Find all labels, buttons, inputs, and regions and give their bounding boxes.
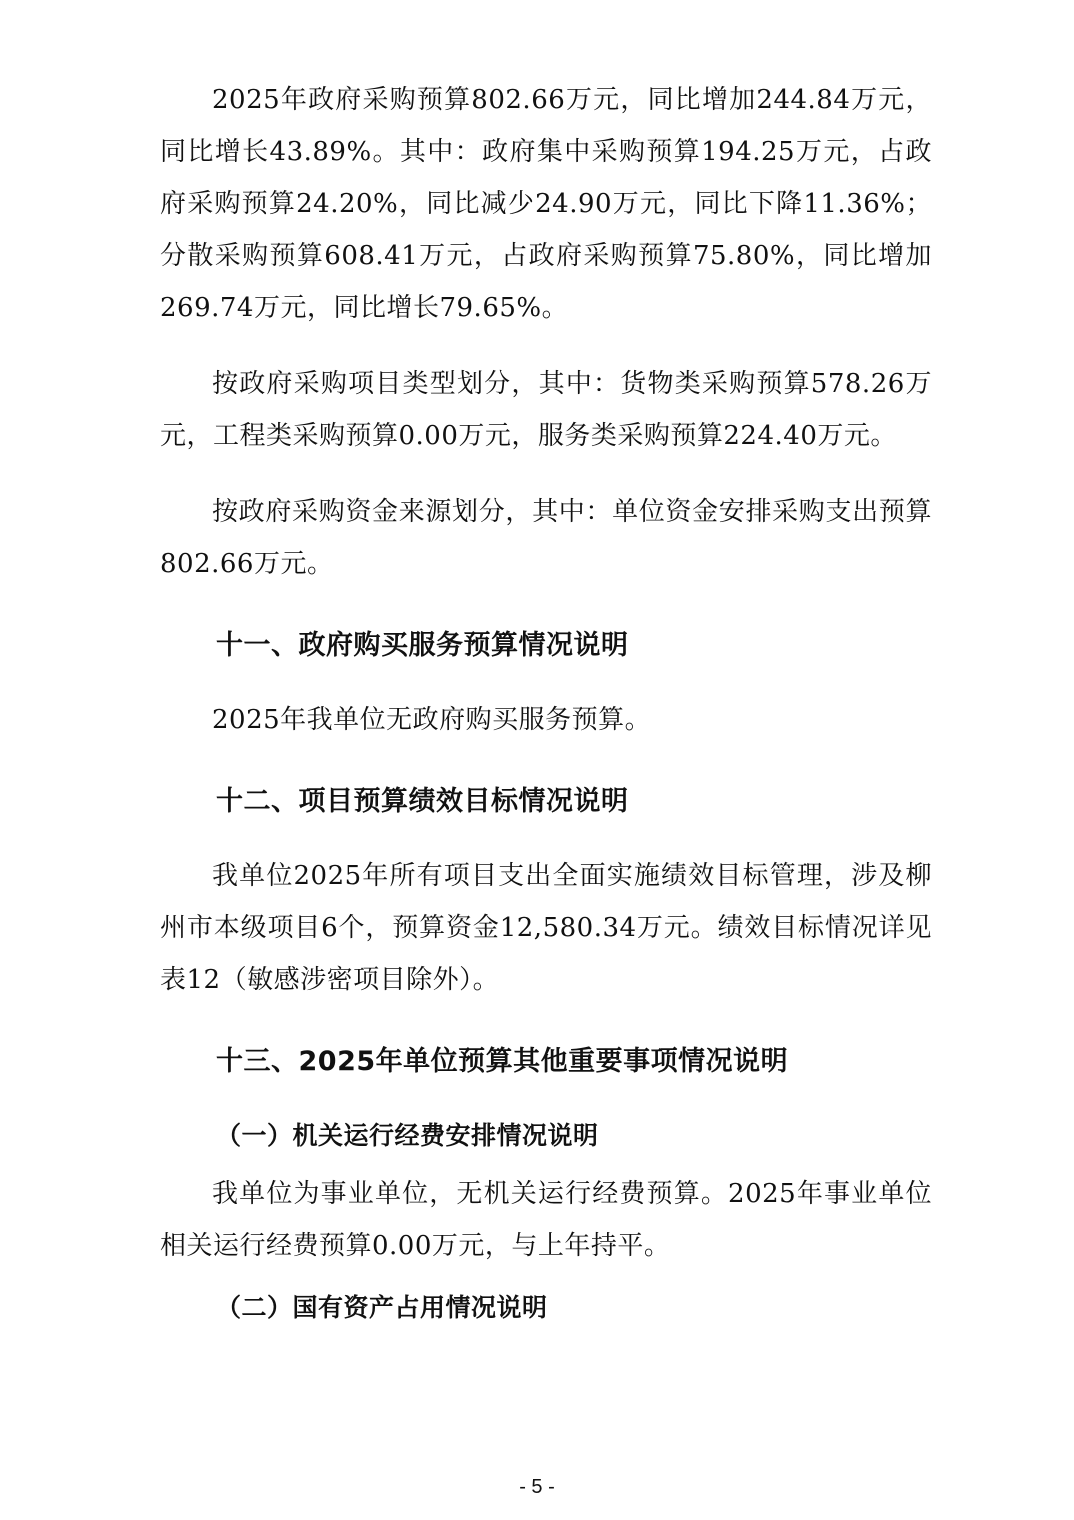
procurement-type-paragraph: 按政府采购项目类型划分，其中：货物类采购预算578.26万元，工程类采购预算0.00万元，服务类采购预算224.40万元。: [160, 369, 932, 451]
procurement-source-paragraph: 按政府采购资金来源划分，其中：单位资金安排采购支出预算802.66万元。: [160, 497, 932, 579]
section-11-body: 2025年我单位无政府购买服务预算。: [212, 705, 652, 735]
section-12-body: 我单位2025年所有项目支出全面实施绩效目标管理，涉及柳州市本级项目6个，预算资金12,580.34万元。绩效目标情况详见表12（敏感涉密项目除外）。: [160, 861, 932, 995]
section-13-heading: 十三、2025年单位预算其他重要事项情况说明: [216, 1046, 789, 1077]
subsection-1-heading: （一）机关运行经费安排情况说明: [216, 1121, 599, 1150]
section-11-heading: 十一、政府购买服务预算情况说明: [216, 630, 629, 661]
section-12-heading: 十二、项目预算绩效目标情况说明: [216, 786, 629, 817]
procurement-budget-paragraph: 2025年政府采购预算802.66万元，同比增加244.84万元，同比增长43.89%。其中：政府集中采购预算194.25万元，占政府采购预算24.20%，同比减少24.90万元，同比下降11.36%；分散采购预算608.41万元，占政府采购预算75.80%，同比增加269.74万元，同比增长79.65%。: [160, 85, 932, 323]
subsection-2-heading: （二）国有资产占用情况说明: [216, 1293, 548, 1322]
page-number: - 5 -: [519, 1476, 555, 1498]
document-body: [160, 74, 932, 1334]
subsection-1-body: 我单位为事业单位，无机关运行经费预算。2025年事业单位相关运行经费预算0.00万元，与上年持平。: [160, 1179, 932, 1261]
